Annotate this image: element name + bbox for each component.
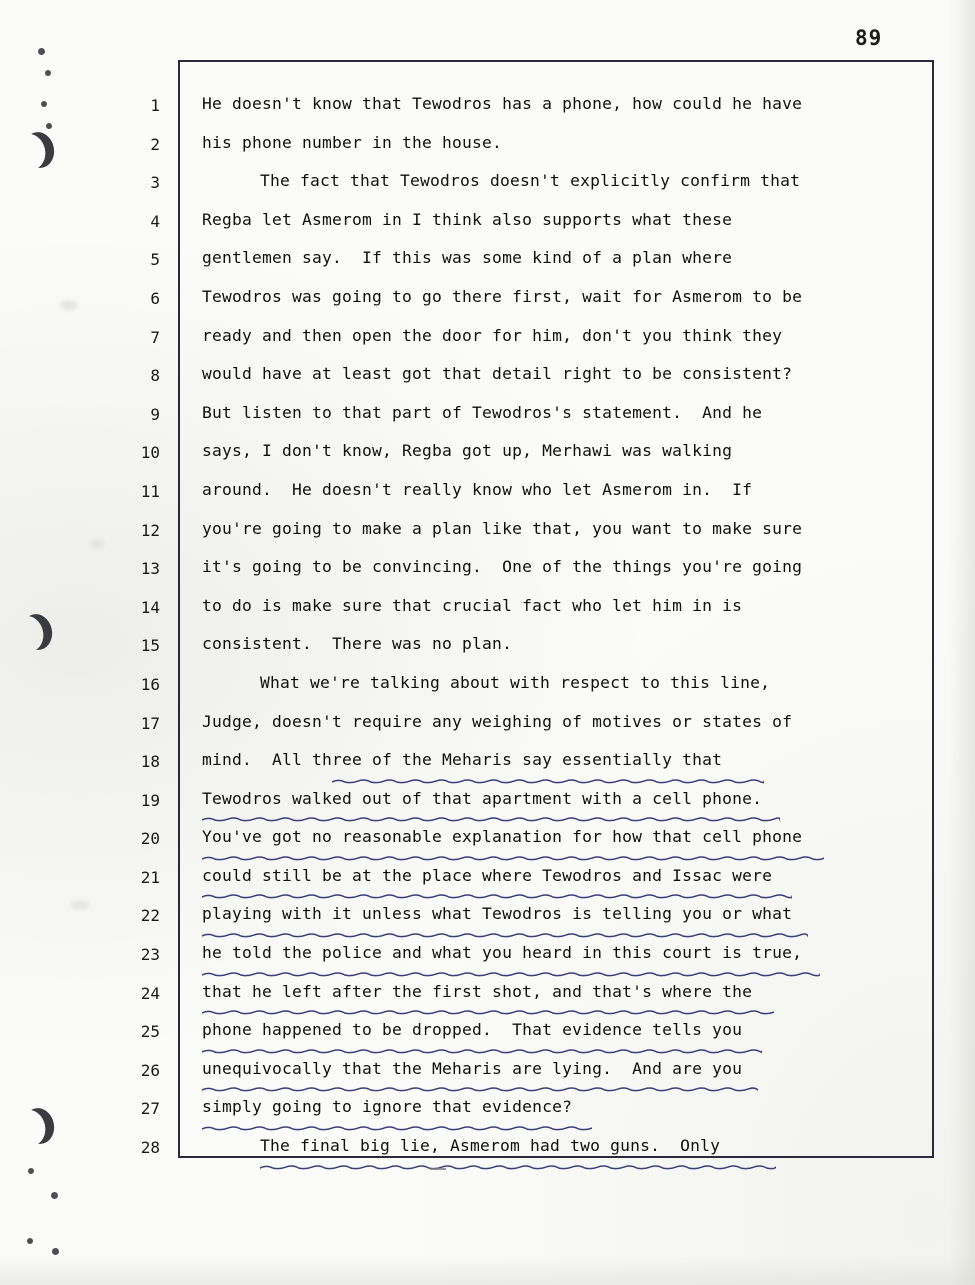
scan-artifact-speck <box>46 123 52 129</box>
transcript-line-text: He doesn't know that Tewodros has a phone, how could he have <box>202 94 803 113</box>
line-number: 4 <box>150 211 160 231</box>
transcript-line-text: unequivocally that the Meharis are lying. And are you <box>202 1058 743 1078</box>
handwritten-underline <box>202 1085 758 1093</box>
transcript-line <box>120 439 940 478</box>
line-number: 23 <box>140 945 160 965</box>
transcript-line <box>120 246 940 285</box>
handwritten-underline <box>202 931 808 939</box>
transcript-line <box>120 748 940 787</box>
transcript-line-text: But listen to that part of Tewodros's statement. And he <box>202 402 763 422</box>
transcript-line <box>120 517 940 556</box>
scan-artifact-crescent <box>21 129 58 170</box>
line-number: 12 <box>140 520 160 540</box>
scan-artifact-crescent <box>21 1105 58 1146</box>
transcript-line <box>120 825 940 864</box>
paper-smudge <box>90 540 104 548</box>
transcript-line-text: The fact that Tewodros doesn't explicitly confirm that <box>260 171 801 191</box>
transcript-line-text: Tewodros was going to go there first, wait for Asmerom to be <box>202 286 803 306</box>
transcript-line-text: mind. All three of the Meharis say essentially that <box>202 750 723 770</box>
line-number: 28 <box>140 1138 160 1158</box>
line-number: 21 <box>140 867 160 887</box>
transcript-line <box>120 1057 940 1096</box>
line-number: 2 <box>150 134 160 154</box>
line-number: 9 <box>150 404 160 424</box>
transcript-line <box>120 362 940 401</box>
transcript-line <box>120 902 940 941</box>
handwritten-underline <box>202 892 792 900</box>
transcript-line <box>120 285 940 324</box>
scan-artifact-speck <box>51 1192 58 1199</box>
transcript-line-text: it's going to be convincing. One of the things you're going <box>202 557 803 577</box>
transcript-line <box>120 169 940 208</box>
transcript-line <box>120 478 940 517</box>
handwritten-underline <box>260 1163 776 1171</box>
transcript-line-text: phone happened to be dropped. That evidence tells you <box>202 1020 743 1040</box>
line-number: 14 <box>140 597 160 617</box>
handwritten-underline <box>202 815 780 823</box>
line-number: 18 <box>140 752 160 772</box>
scan-artifact-speck <box>45 70 51 76</box>
paper-smudge <box>70 900 90 909</box>
line-number: 24 <box>140 983 160 1003</box>
line-number: 22 <box>140 906 160 926</box>
line-number: 1 <box>150 96 160 115</box>
transcript-line-text: ready and then open the door for him, don't you think they <box>202 325 783 345</box>
line-number: 25 <box>140 1022 160 1042</box>
transcript-line <box>120 864 940 903</box>
scan-artifact-crescent <box>19 611 56 652</box>
transcript-line-text: Regba let Asmerom in I think also supports what these <box>202 209 733 229</box>
page-edge-shading <box>949 0 975 1285</box>
transcript-line <box>120 787 940 826</box>
transcript-line <box>120 92 940 131</box>
handwritten-underline <box>202 1124 592 1132</box>
transcript-line <box>120 1095 940 1134</box>
transcript-line <box>120 710 940 749</box>
transcript-line <box>120 131 940 170</box>
transcript-line-text: you're going to make a plan like that, you want to make sure <box>202 518 803 538</box>
transcript-line <box>120 941 940 980</box>
transcript-line-text: he told the police and what you heard in this court is true, <box>202 943 803 963</box>
transcript-line <box>120 980 940 1019</box>
line-number: 11 <box>140 481 160 501</box>
handwritten-underline <box>332 777 764 785</box>
line-number: 6 <box>150 288 160 308</box>
transcript-line-text: would have at least got that detail right to be consistent? <box>202 364 793 384</box>
line-number: 19 <box>140 790 160 810</box>
page-number: 89 <box>855 26 883 50</box>
transcript-line-text: to do is make sure that crucial fact who let him in is <box>202 595 743 615</box>
line-number: 17 <box>140 713 160 733</box>
transcript-line-text: Tewodros walked out of that apartment with a cell phone. <box>202 788 763 808</box>
page-bottom-shading <box>0 1255 975 1285</box>
transcript-line-text: could still be at the place where Tewodros and Issac were <box>202 865 773 885</box>
transcript-line-text: You've got no reasonable explanation for how that cell phone <box>202 827 803 847</box>
transcript-line-text: Judge, doesn't require any weighing of motives or states of <box>202 711 793 731</box>
scan-artifact-speck <box>28 1168 34 1174</box>
handwritten-underline <box>202 970 820 978</box>
line-number: 20 <box>140 829 160 849</box>
handwritten-underline <box>202 1047 762 1055</box>
scan-artifact-speck <box>52 1248 59 1255</box>
transcript-line-text: says, I don't know, Regba got up, Merhawi was walking <box>202 441 733 461</box>
transcript-line <box>120 671 940 710</box>
handwritten-underline <box>202 1008 774 1016</box>
transcript-line-text: gentlemen say. If this was some kind of a plan where <box>202 248 733 268</box>
transcript-line <box>120 1134 940 1173</box>
transcript-line-text: consistent. There was no plan. <box>202 634 513 654</box>
transcript-line-text: that he left after the first shot, and that's where the <box>202 981 753 1001</box>
line-number: 8 <box>150 366 160 386</box>
scan-artifact-speck <box>27 1238 33 1244</box>
scan-artifact-tick <box>430 1168 446 1170</box>
transcript-line-text: What we're talking about with respect to this line, <box>260 672 771 692</box>
paper-smudge <box>60 300 78 310</box>
line-number: 10 <box>140 443 160 463</box>
line-number: 15 <box>140 636 160 656</box>
handwritten-underline <box>202 854 824 862</box>
line-number: 3 <box>150 173 160 193</box>
transcript-body <box>120 92 940 1173</box>
line-number: 27 <box>140 1099 160 1119</box>
line-number: 13 <box>140 559 160 579</box>
transcript-line <box>120 401 940 440</box>
transcript-line <box>120 1018 940 1057</box>
line-number: 7 <box>150 327 160 347</box>
transcript-line <box>120 208 940 247</box>
line-number: 26 <box>140 1060 160 1080</box>
transcript-line-text: playing with it unless what Tewodros is telling you or what <box>202 904 793 924</box>
transcript-line <box>120 632 940 671</box>
transcript-line <box>120 594 940 633</box>
transcript-line <box>120 324 940 363</box>
line-number: 5 <box>150 250 160 270</box>
scan-artifact-speck <box>38 48 45 55</box>
transcript-line-text: his phone number in the house. <box>202 132 503 152</box>
transcript-line-text: simply going to ignore that evidence? <box>202 1097 573 1117</box>
transcript-line <box>120 555 940 594</box>
line-number: 16 <box>140 674 160 694</box>
transcript-line-text: The final big lie, Asmerom had two guns. Only <box>260 1136 721 1156</box>
transcript-line-text: around. He doesn't really know who let Asmerom in. If <box>202 479 753 499</box>
scan-artifact-speck <box>41 101 47 107</box>
